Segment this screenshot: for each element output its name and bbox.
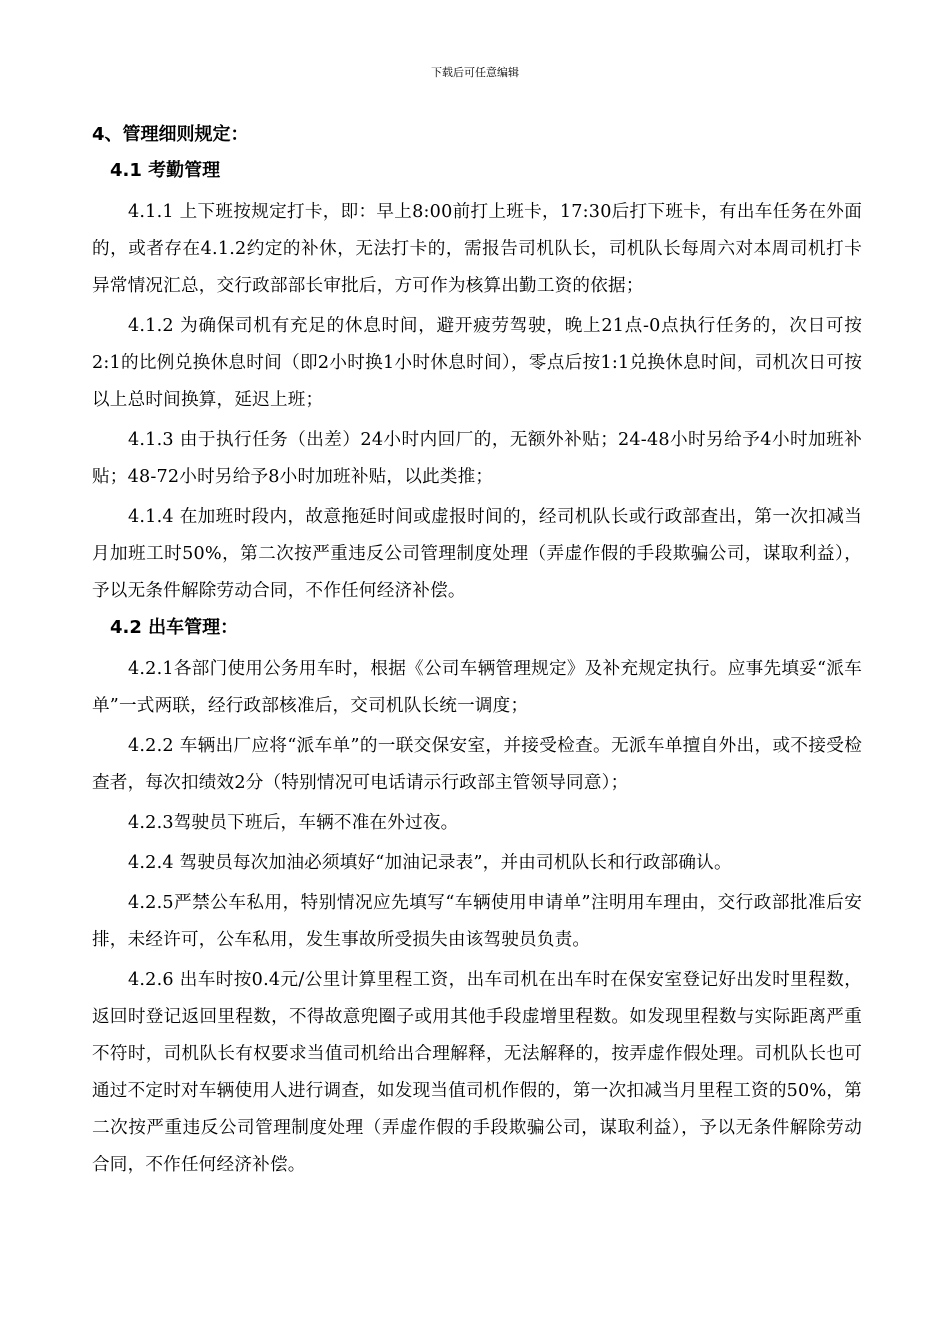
page-header: 下载后可任意编辑 (431, 66, 519, 79)
paragraph: 4.1.2 为确保司机有充足的休息时间，避开疲劳驾驶，晚上21点-0点执行任务的，次日可按2:1的比例兑换休息时间（即2小时换1小时休息时间），零点后按1:1兑换休息时间，司机次日可按以上总时间换算，延迟上班； (92, 316, 862, 410)
paragraph: 4.2.6 出车时按0.4元/公里计算里程工资，出车司机在出车时在保安室登记好出发时里程数，返回时登记返回里程数，不得故意兜圈子或用其他手段虚增里程数。如发现里程数与实际距离严重不符时，司机队长有权要求当值司机给出合理解释，无法解释的，按弄虚作假处理。司机队长也可通过不定时对车辆使用人进行调查，如发现当值司机作假的，第一次扣减当月里程工资的50%，第二次按严重违反公司管理制度处理（弄虚作假的手段欺骗公司，谋取利益），予以无条件解除劳动合同，不作任何经济补偿。 (92, 970, 862, 1175)
main-heading: 4、管理细则规定： (92, 124, 249, 145)
paragraph: 4.1.3 由于执行任务（出差）24小时内回厂的，无额外补贴；24-48小时另给予4小时加班补贴；48-72小时另给予8小时加班补贴，以此类推； (92, 430, 863, 487)
paragraph: 4.2.1各部门使用公务用车时，根据《公司车辆管理规定》及补充规定执行。应事先填妥“派车单”一式两联，经行政部核准后，交司机队长统一调度； (92, 659, 862, 716)
section-heading: 4.1 考勤管理 (110, 160, 221, 181)
paragraph: 4.2.4 驾驶员每次加油必须填好“加油记录表”，并由司机队长和行政部确认。 (128, 853, 732, 873)
section-heading: 4.2 出车管理： (110, 617, 239, 638)
paragraph: 4.1.1 上下班按规定打卡，即：早上8:00前打上班卡，17:30后打下班卡，有出车任务在外面的，或者存在4.1.2约定的补休，无法打卡的，需报告司机队长，司机队长每周六对本周司机打卡异常情况汇总，交行政部部长审批后，方可作为核算出勤工资的依据； (92, 202, 862, 296)
section-vehicle-dispatch (92, 615, 862, 1184)
paragraph: 4.2.2 车辆出厂应将“派车单”的一联交保安室，并接受检查。无派车单擅自外出，或不接受检查者，每次扣绩效2分（特别情况可电话请示行政部主管领导同意）； (92, 736, 862, 793)
paragraph: 4.1.4 在加班时段内，故意拖延时间或虚报时间的，经司机队长或行政部查出，第一次扣减当月加班工时50%，第二次按严重违反公司管理制度处理（弄虚作假的手段欺骗公司，谋取利益），予以无条件解除劳动合同，不作任何经济补偿。 (92, 507, 862, 601)
paragraph: 4.2.3驾驶员下班后，车辆不准在外过夜。 (128, 813, 459, 833)
document-body (92, 122, 862, 1187)
section-attendance (92, 158, 862, 610)
paragraph: 4.2.5严禁公车私用，特别情况应先填写“车辆使用申请单”注明用车理由，交行政部批准后安排，未经许可，公车私用，发生事故所受损失由该驾驶员负责。 (92, 893, 862, 950)
